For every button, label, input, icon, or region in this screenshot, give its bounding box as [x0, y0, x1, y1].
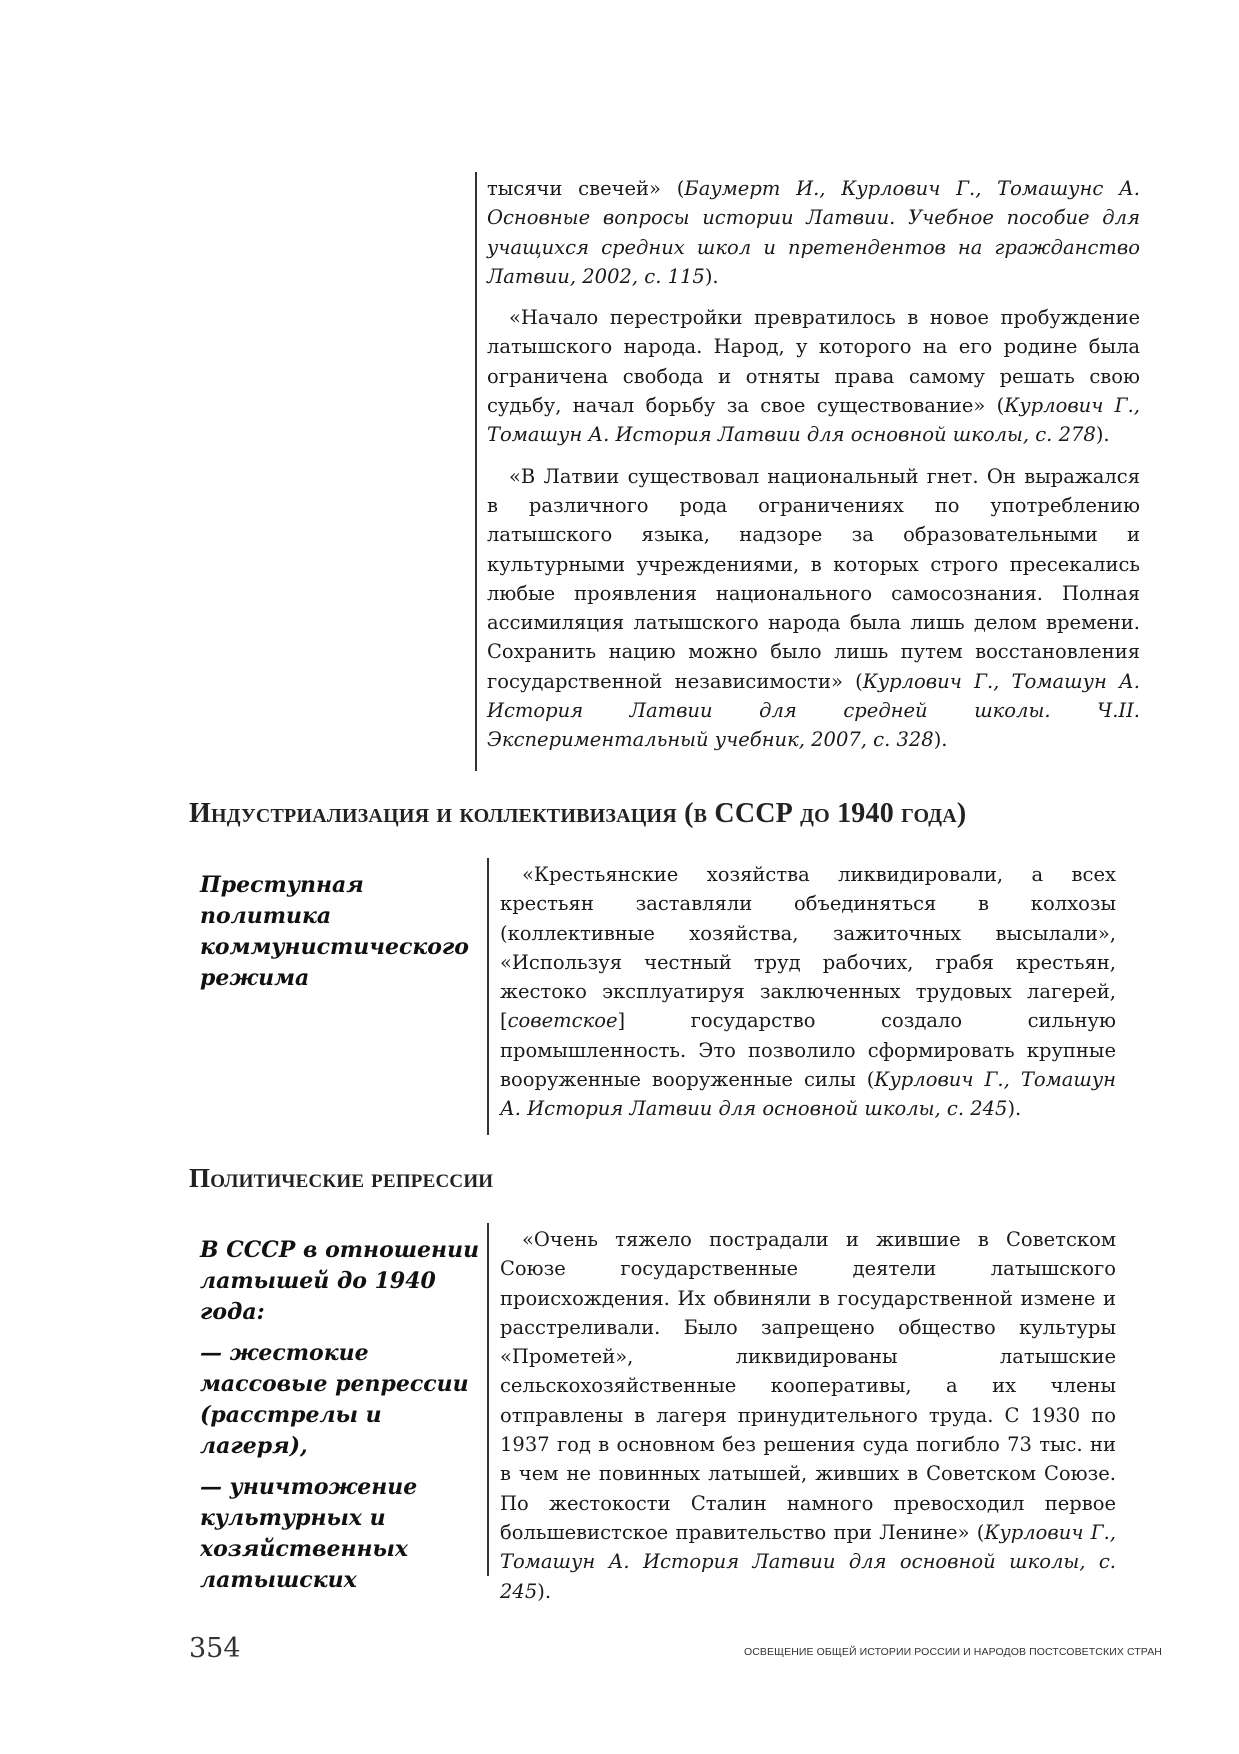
citation: Курлович Г., Томашун А. История Латвии для основной школы, с. 245: [500, 1068, 1117, 1121]
quote-paragraph: тысячи свечей» (Баумерт И., Курлович Г., Томашунс А. Основные вопросы истории Латвии. Учебное пособие для учащихся средних школ и претендентов на гражданство Латвии, 2002, с. 115).: [487, 177, 1140, 288]
quote-paragraph: «Крестьянские хозяйства ликвидировали, а всех крестьян заставляли объединяться в колхозы (коллективные хозяйства, зажиточных высылали», «Используя честный труд рабочих, грабя крестьян, жестоко эксплуатируя заключенных трудовых лагерей, [советское] государство создало сильную промышленность. Это позволило сформировать крупные вооруженные вооруженные силы (Курлович Г., Томашун А. История Латвии для основной школы, с. 245).: [500, 863, 1117, 1121]
section2-side-label-block: [200, 1235, 485, 1596]
side-label: В СССР в отношении латышей до 1940 года:: [200, 1237, 480, 1325]
citation: Баумерт И., Курлович Г., Томашунс А. Основные вопросы истории Латвии. Учебное пособие для учащихся средних школ и претендентов на гражданство Латвии, 2002, с. 115: [487, 177, 1140, 288]
section-heading-industrialization: Индустриализация и коллективизация (в СССР до 1940 года): [189, 798, 967, 829]
citation: Курлович Г., Томашун А. История Латвии для основной школы, с. 278: [487, 394, 1140, 447]
section-heading-repressions: Политические репрессии: [189, 1163, 494, 1193]
top-quote-block: [487, 174, 1140, 755]
section1-rule: [487, 858, 489, 1135]
quote-paragraph: «В Латвии существовал национальный гнет. Он выражался в различного рода ограничениях по употреблению латышского языка, надзоре за образовательными и культурными учреждениями, в которых строго пресекались любые проявления национального самосознания. Полная ассимиляция латышского народа была лишь делом времени. Сохранить нацию можно было лишь путем восстановления государственной независимости» (Курлович Г., Томашун А. История Латвии для средней школы. Ч.II. Экспериментальный учебник, 2007, с. 328).: [487, 464, 1140, 752]
top-quote-rule: [475, 172, 477, 771]
section1-quote-block: [500, 860, 1116, 1124]
running-title: ОСВЕЩЕНИЕ ОБЩЕЙ ИСТОРИИ РОССИИ И НАРОДОВ ПОСТСОВЕТСКИХ СТРАН: [743, 1646, 1162, 1658]
citation: Курлович Г., Томашун А. История Латвии для основной школы, с. 245: [500, 1520, 1116, 1603]
section2-quote-block: [500, 1225, 1116, 1606]
quote-paragraph: «Начало перестройки превратилось в новое пробуждение латышского народа. Народ, у которого на его родине была ограничена свобода и отняты права самому решать свою судьбу, начал борьбу за свое существование» (Курлович Г., Томашун А. История Латвии для основной школы, с. 278).: [487, 306, 1140, 447]
side-label: — уничтожение культурных и хозяйственных латышских: [200, 1474, 418, 1593]
side-label: Преступная политика коммунистического режима: [200, 872, 469, 991]
quote-paragraph: «Очень тяжело пострадали и жившие в Советском Союзе государственные деятели латышского происхождения. Их обвиняли в государственной измене и расстреливали. Было запрещено общество культуры «Прометей», ликвидированы латышские сельскохозяйственные кооперативы, а их члены отправлены в лагеря принудительного труда. С 1930 по 1937 год в основном без решения суда погибло 73 тыс. ни в чем не повинных латышей, живших в Советском Союзе. По жестокости Сталин намного превосходил первое большевистское правительство при Ленине» (Курлович Г., Томашун А. История Латвии для основной школы, с. 245).: [500, 1228, 1116, 1603]
citation: Курлович Г., Томашун А. История Латвии для средней школы. Ч.II. Экспериментальный учебник, 2007, с. 328: [487, 669, 1140, 752]
page-number: 354: [189, 1633, 241, 1664]
side-label: — жестокие массовые репрессии (расстрелы и лагеря),: [200, 1340, 469, 1459]
section1-side-label-block: [200, 870, 485, 994]
section2-rule: [487, 1223, 489, 1576]
